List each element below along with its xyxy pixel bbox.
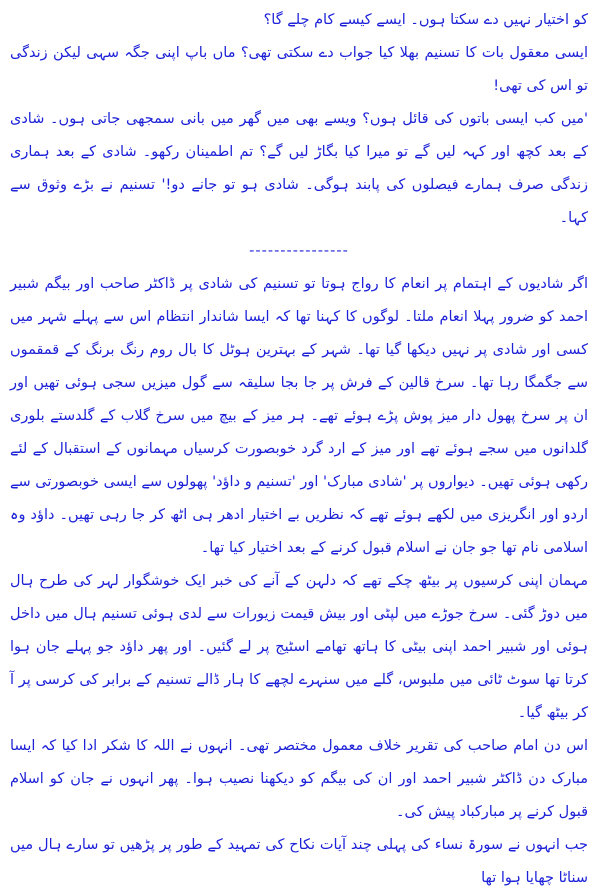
paragraph-imam-speech: اس دن امام صاحب کی تقریر خلاف معمول مختصر تھی۔ انہوں نے اللہ کا شکر ادا کیا کہ ایسا مبارک دن ڈاکٹر شبیر احمد اور ان کی بیگم کو دیکھنا نصیب ہوا۔ پھر انہوں نے جان کو اسلام قبول کرنے پر مبارکباد پیش کی۔ <box>10 738 588 820</box>
paragraph-nikah-recitation: جب انہوں نے سورۃ نساء کی پہلی چند آیات نکاح کی تمہید کے طور پر پڑھیں تو سارے ہال میں سناٹا چھایا ہوا تھا <box>10 837 588 886</box>
paragraph-continuation: کو اختیار نہیں دے سکتا ہوں۔ ایسے کیسے کام چلے گا؟ <box>263 12 588 28</box>
paragraph-dialogue: 'میں کب ایسی باتوں کی قائل ہوں؟ ویسے بھی میں گھر میں بانی سمجھی جاتی ہوں۔ شادی کے بعد کچھ اور کہہ لیں گے تو میرا کیا بگاڑ لیں گے؟ تم اطمینان رکھو۔ شادی کے بعد ہماری زندگی صرف ہمارے فیصلوں کی پابند ہوگی۔ شادی ہو تو جانے دو!' تسنیم نے بڑے وثوق سے کہا۔ <box>10 111 588 226</box>
paragraph-tasneem-reply: ایسی معقول بات کا تسنیم بھلا کیا جواب دے سکتی تھی؟ ماں باپ اپنی جگہ سہی لیکن زندگی تو اس کی تھی! <box>10 45 588 94</box>
paragraph-wedding-arrangements: اگر شادیوں کے اہتمام پر انعام کا رواج ہوتا تو تسنیم کی شادی پر ڈاکٹر صاحب اور بیگم شبیر احمد کو ضرور پہلا انعام ملتا۔ لوگوں کا کہنا تھا کہ ایسا شاندار انتظام اس سے پہلے شہر میں کسی اور شادی پر نہیں دیکھا گیا تھا۔ شہر کے بہترین ہوٹل کا بال روم رنگ برنگ کے قمقموں سے جگمگا رہا تھا۔ سرخ قالین کے فرش پر جا بجا سلیقہ سے گول میزیں سجی ہوئی تھیں اور ان پر سرخ پھول دار میز پوش پڑے ہوئے تھے۔ ہر میز کے بیچ میں سرخ گلاب کے گلدستے بلوری گلدانوں میں سجے ہوئے تھے اور میز کے ارد گرد خوبصورت کرسیاں مہمانوں کے استقبال کے لئے رکھی ہوئی تھیں۔ دیواروں پر 'شادی مبارک' اور 'تسنیم و داؤد' پھولوں سے ایسی خوبصورتی سے اردو اور انگریزی میں لکھے ہوئے تھے کہ نظریں بے اختیار ادھر ہی اٹھ کر جا رہی تھیں۔ داؤد وہ اسلامی نام تھا جو جان نے اسلام قبول کرنے کے بعد اختیار کیا تھا۔ <box>10 276 588 556</box>
paragraph-bride-arrival: مہمان اپنی کرسیوں پر بیٹھ چکے تھے کہ دلہن کے آنے کی خبر ایک خوشگوار لہر کی طرح ہال میں دوڑ گئی۔ سرخ جوڑے میں لپٹی اور بیش قیمت زیورات سے لدی ہوئی تسنیم ہال میں داخل ہوئی اور شبیر احمد اپنی بیٹی کا ہاتھ تھامے اسٹیج پر لے گئیں۔ اور پھر داؤد جو پہلے جان ہوا کرتا تھا سوٹ ٹائی میں ملبوس، گلے میں سنہرے لچھے کا ہار ڈالے تسنیم کے برابر کی کرسی پر آ کر بیٹھ گیا۔ <box>10 573 588 721</box>
section-divider: ---------------- <box>249 243 349 259</box>
